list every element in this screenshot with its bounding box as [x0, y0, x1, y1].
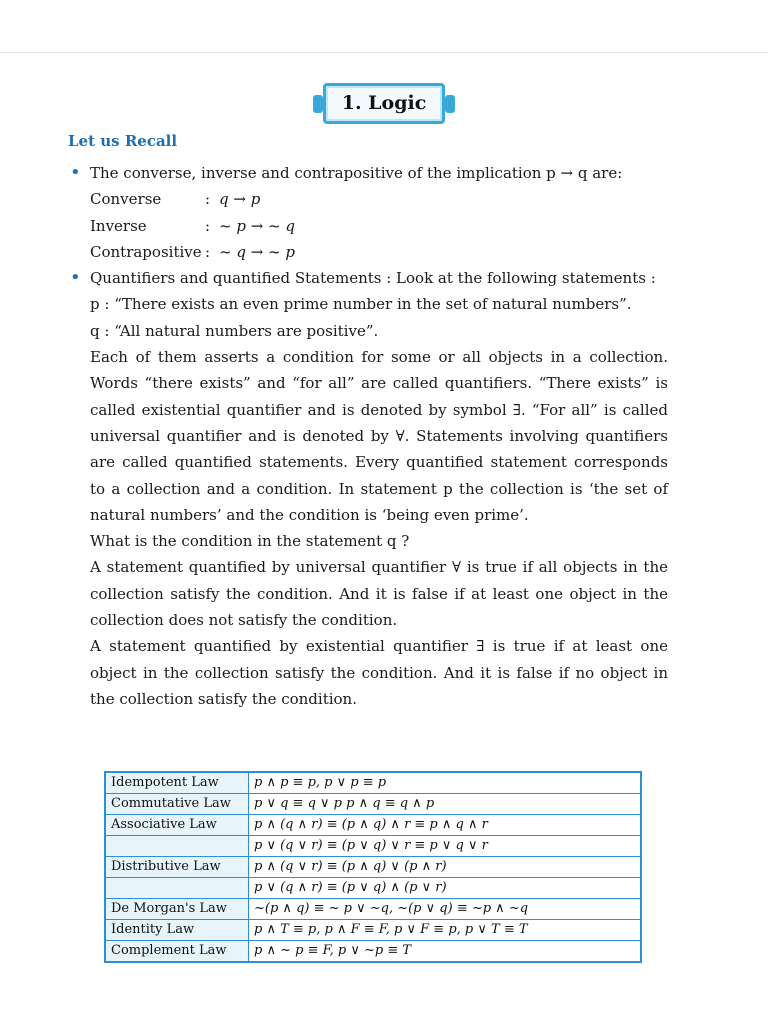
law-formula: p ∧ T ≡ p, p ∧ F ≡ F, p ∨ F ≡ p, p ∨ T ≡ T [249, 920, 642, 941]
table-row [105, 920, 641, 941]
bullet-quantifiers [68, 265, 668, 291]
bullet-dot-icon: • [70, 267, 81, 289]
table-row [105, 794, 641, 815]
def-colon: : [205, 216, 211, 235]
def-colon: : [205, 242, 211, 261]
table-row [105, 772, 641, 794]
law-name: Identity Law [105, 920, 249, 941]
def-label: Contrapositive [90, 242, 202, 261]
law-name: Distributive Law [105, 857, 249, 878]
bullet-dot-icon: • [70, 162, 81, 183]
bullet-intro: Quantifiers and quantified Statements : Look at the following statements : [90, 269, 656, 288]
def-value: q → p [219, 190, 261, 209]
paragraph-question: What is the condition in the statement q ? [90, 532, 410, 551]
def-label: Converse [90, 190, 162, 209]
law-name: Commutative Law [105, 794, 249, 815]
table-row [105, 878, 641, 899]
def-row-converse [68, 186, 668, 212]
chapter-title-box [323, 83, 446, 124]
law-name: Associative Law [105, 815, 249, 836]
law-formula: p ∨ (q ∨ r) ≡ (p ∨ q) ∨ r ≡ p ∨ q ∨ r [249, 836, 642, 857]
law-name [105, 878, 249, 899]
bullet-implication [68, 160, 668, 186]
law-formula: p ∨ q ≡ q ∨ p p ∧ q ≡ q ∧ p [249, 794, 642, 815]
def-label: Inverse [90, 216, 147, 235]
main-content [68, 160, 668, 712]
law-name: Complement Law [105, 941, 249, 963]
laws-table [104, 771, 642, 963]
statement-q: q : “All natural numbers are positive”. [90, 321, 379, 340]
law-formula: p ∧ ~ p ≡ F, p ∨ ~p ≡ T [249, 941, 642, 963]
table-row [105, 941, 641, 963]
law-formula: p ∧ p ≡ p, p ∨ p ≡ p [249, 772, 642, 794]
law-name: Idempotent Law [105, 772, 249, 794]
def-row-contrapositive [68, 239, 668, 265]
table-row [105, 857, 641, 878]
chapter-title-wrap [0, 83, 768, 124]
chapter-title: 1. Logic [341, 92, 427, 114]
paragraph-universal: A statement quantified by universal quantifier ∀ is true if all objects in the collection satisfy the condition. And it is false if at least one object in the collection does not satisfy the condition. [90, 558, 668, 630]
table-row [105, 815, 641, 836]
statement-p: p : “There exists an even prime number in the set of natural numbers”. [90, 295, 632, 314]
paragraph-quantifiers: Each of them asserts a condition for some or all objects in a collection. Words “there exists” and “for all” are called quantifiers. “There exists” is called existential quantifier and is denoted by symbol ∃. “For all” is called universal quantifier and is denoted by ∀. Statements involving quantifiers are called quantified statements. Every quantified statement corresponds to a collection and a condition. In statement p the collection is ‘the set of natural numbers’ and the condition is ‘being even prime’. [90, 348, 668, 524]
table-row [105, 899, 641, 920]
page-top-rule [0, 52, 768, 53]
law-name: De Morgan's Law [105, 899, 249, 920]
def-colon: : [205, 190, 211, 209]
def-row-inverse [68, 213, 668, 239]
section-heading: Let us Recall [68, 132, 178, 150]
law-formula: p ∨ (q ∧ r) ≡ (p ∨ q) ∧ (p ∨ r) [249, 878, 642, 899]
law-formula: ~(p ∧ q) ≡ ~ p ∨ ~q, ~(p ∨ q) ≡ ~p ∧ ~q [249, 899, 642, 920]
law-name [105, 836, 249, 857]
paragraph-existential: A statement quantified by existential quantifier ∃ is true if at least one object in the collection satisfy the condition. And it is false if no object in the collection satisfy the condition. [90, 637, 668, 708]
law-formula: p ∧ (q ∨ r) ≡ (p ∧ q) ∨ (p ∧ r) [249, 857, 642, 878]
bullet-intro: The converse, inverse and contrapositive of the implication p → q are: [90, 164, 623, 182]
table-row [105, 836, 641, 857]
law-formula: p ∧ (q ∧ r) ≡ (p ∧ q) ∧ r ≡ p ∧ q ∧ r [249, 815, 642, 836]
def-value: ~ q → ~ p [219, 242, 295, 261]
def-value: ~ p → ~ q [219, 216, 295, 235]
